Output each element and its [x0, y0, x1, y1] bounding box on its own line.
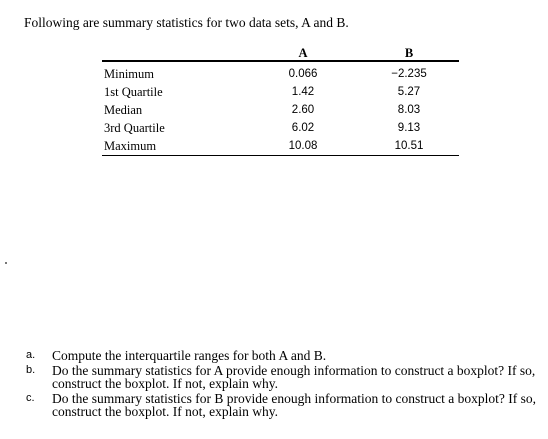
header-a: A	[247, 46, 359, 61]
table-row	[102, 137, 459, 156]
row-label: 3rd Quartile	[104, 121, 165, 135]
question-item	[26, 364, 542, 390]
table-row	[102, 61, 459, 83]
table-row	[102, 119, 459, 137]
row-label: Median	[104, 103, 143, 117]
value-a: 10.08	[247, 137, 359, 156]
value-b: 5.27	[397, 86, 421, 98]
table-header-row	[102, 46, 459, 61]
value-a: 2.60	[291, 104, 315, 116]
stray-dot	[5, 262, 7, 264]
table-row	[102, 101, 459, 119]
question-item	[26, 392, 542, 418]
value-b: 9.13	[397, 122, 421, 134]
value-a: 1.42	[291, 86, 315, 98]
question-list	[26, 349, 542, 420]
header-label-cell	[102, 46, 247, 61]
value-b: 10.51	[359, 137, 459, 156]
question-letter: b.	[26, 364, 36, 376]
header-b: B	[359, 46, 459, 61]
table-row	[102, 83, 459, 101]
intro-text: Following are summary statistics for two data sets, A and B.	[24, 15, 349, 30]
value-a: 6.02	[291, 122, 315, 134]
question-text: Do the summary statistics for B provide enough information to construct a boxplot? If so, construct the boxplot. If not, explain why.	[52, 391, 537, 419]
question-letter: c.	[26, 392, 35, 404]
summary-statistics-table	[102, 46, 459, 156]
question-letter: a.	[26, 349, 36, 361]
row-label: Minimum	[104, 67, 155, 81]
value-a: 0.066	[288, 68, 318, 80]
question-text: Compute the interquartile ranges for both A and B.	[52, 348, 327, 363]
question-item	[26, 349, 542, 362]
row-label: 1st Quartile	[104, 85, 163, 99]
row-label: Maximum	[102, 137, 247, 156]
question-text: Do the summary statistics for A provide enough information to construct a boxplot? If so, construct the boxplot. If not, explain why.	[52, 363, 536, 391]
value-b: −2.235	[391, 68, 427, 80]
value-b: 8.03	[397, 104, 421, 116]
